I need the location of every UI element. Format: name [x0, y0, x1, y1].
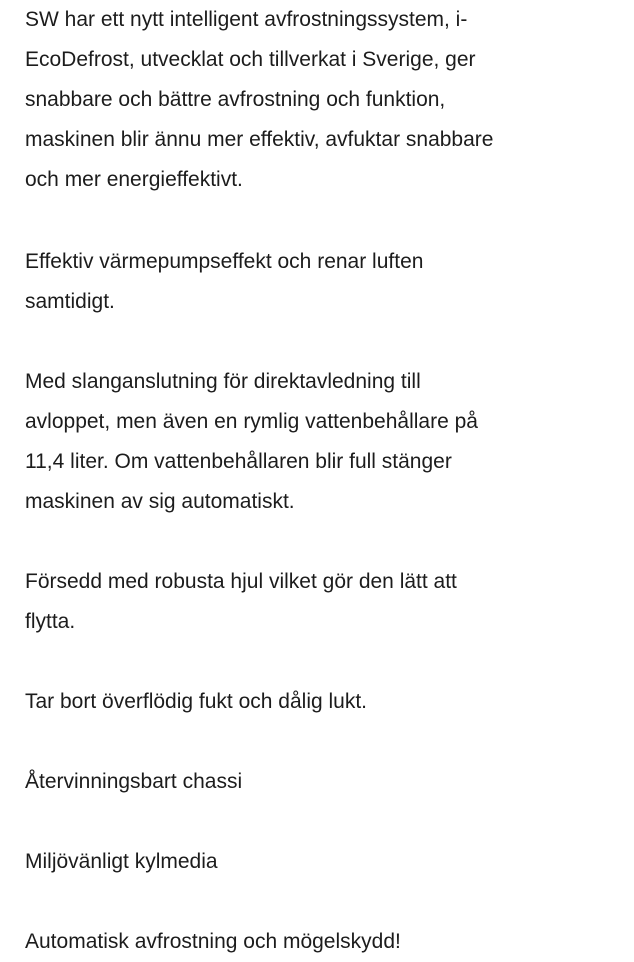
- text-line: samtidigt.: [25, 290, 115, 313]
- paragraph-wheels: [25, 562, 457, 642]
- paragraph-moisture: [25, 682, 367, 722]
- text-line: Effektiv värmepumpseffekt och renar luften: [25, 250, 424, 273]
- paragraph-defrost-system: [25, 0, 493, 200]
- text-line: Miljövänligt kylmedia: [25, 850, 218, 873]
- paragraph-recyclable-chassis: [25, 762, 242, 802]
- text-line: Återvinningsbart chassi: [25, 770, 243, 793]
- text-line: snabbare och bättre avfrostning och funktion,: [25, 88, 446, 111]
- text-line: maskinen av sig automatiskt.: [25, 490, 295, 513]
- text-line: Tar bort överflödig fukt och dålig lukt.: [25, 690, 368, 713]
- paragraph-auto-defrost: [25, 922, 401, 962]
- text-line: avloppet, men även en rymlig vattenbehållare på: [25, 410, 478, 433]
- text-line: Automatisk avfrostning och mögelskydd!: [25, 930, 401, 953]
- paragraph-drain-tank: [25, 362, 478, 522]
- text-line: EcoDefrost, utvecklat och tillverkat i Sverige, ger: [25, 48, 476, 71]
- text-line: SW har ett nytt intelligent avfrostningssystem, i-: [25, 8, 468, 31]
- paragraph-refrigerant: [25, 842, 218, 882]
- paragraph-heat-pump: [25, 242, 423, 322]
- text-line: 11,4 liter. Om vattenbehållaren blir full stänger: [25, 450, 452, 473]
- text-line: Försedd med robusta hjul vilket gör den lätt att: [25, 570, 457, 593]
- text-line: och mer energieffektivt.: [25, 168, 243, 191]
- text-line: flytta.: [25, 610, 76, 633]
- text-line: Med slanganslutning för direktavledning till: [25, 370, 421, 393]
- text-line: maskinen blir ännu mer effektiv, avfuktar snabbare: [25, 128, 494, 151]
